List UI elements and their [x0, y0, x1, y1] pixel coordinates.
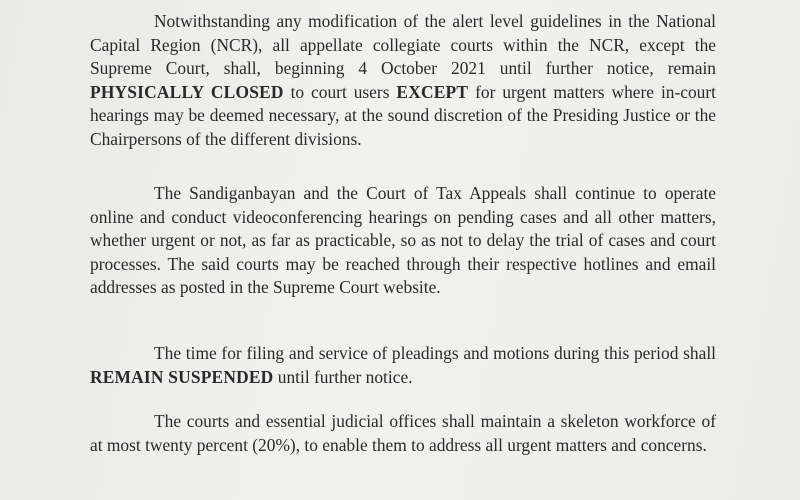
- paragraph-text: The time for filing and service of pleadings and motions during this period shall: [154, 343, 716, 363]
- paragraph-skeleton-workforce: [90, 410, 716, 457]
- emphasis-physically-closed: PHYSICALLY CLOSED: [90, 81, 284, 102]
- emphasis-except: EXCEPT: [396, 81, 469, 102]
- paragraph-text: for urgent matters where in-court hearings may be deemed necessary, at the sound discretion of the Presiding Justice or the Chairpersons of the different divisions.: [90, 81, 716, 149]
- paragraph-text: The Sandiganbayan and the Court of Tax Appeals shall continue to operate online and conduct videoconferencing hearings on pending cases and all other matters, whether urgent or not, as far as practicable, so as not to delay the trial of cases and court processes. The said courts may be reached through their respective hotlines and email addresses as posted in the Supreme Court website.: [90, 183, 716, 298]
- paragraph-text: to court users: [283, 81, 397, 102]
- paragraph-filing-suspended: [90, 342, 716, 389]
- paragraph-text: until further notice.: [273, 366, 413, 387]
- paragraph-physically-closed: [90, 10, 716, 152]
- paragraph-online-hearings: [90, 182, 716, 300]
- paragraph-text: Notwithstanding any modification of the alert level guidelines in the National Capital Region (NCR), all appellate collegiate courts within the NCR, except the Supreme Court, shall, beginning 4 October 2021 until further notice, remain: [90, 11, 716, 79]
- paragraph-text: The courts and essential judicial offices shall maintain a skeleton workforce of at most twenty percent (20%), to enable them to address all urgent matters and concerns.: [90, 411, 716, 455]
- emphasis-remain-suspended: REMAIN SUSPENDED: [90, 366, 274, 387]
